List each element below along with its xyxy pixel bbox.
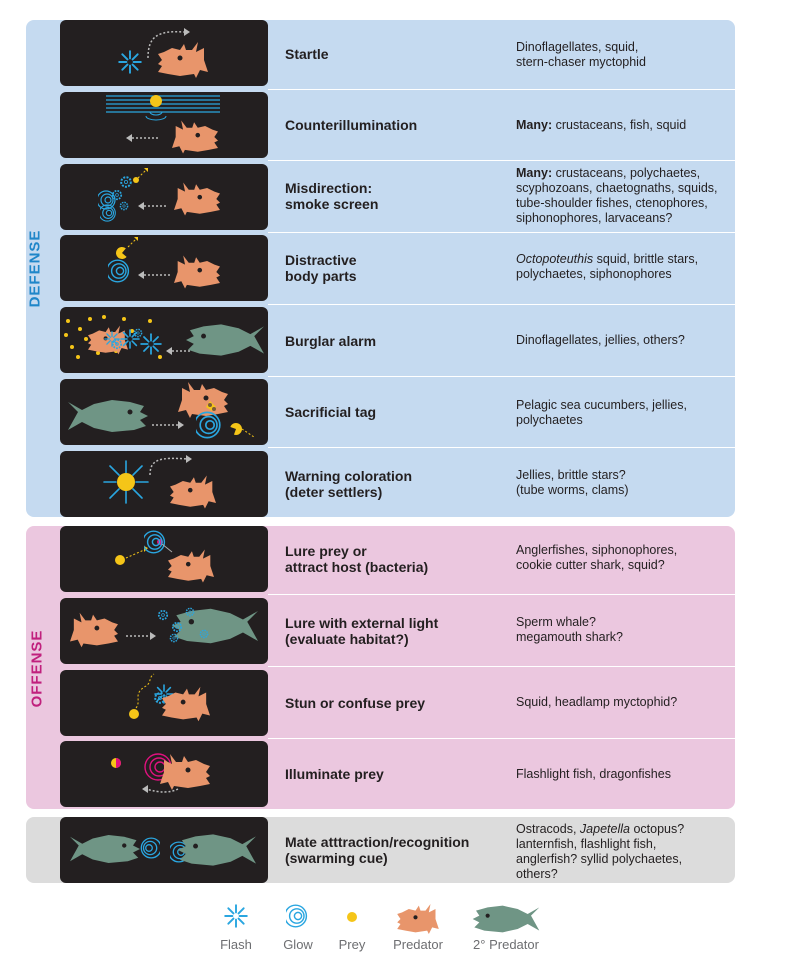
second-predator-icon xyxy=(471,904,541,934)
offense-label: OFFENSE xyxy=(28,629,46,708)
legend-glow: Glow xyxy=(276,904,320,952)
row-desc: Many: crustaceans, polychaetes, scyphozoans, chaetognaths, squids, tube-shoulder fishes, ctenophores, siphonophores, larvaceans? xyxy=(516,166,718,225)
legend-second-predator: 2° Predator xyxy=(470,904,542,952)
row-desc: Dinoflagellates, jellies, others? xyxy=(516,333,685,347)
row-desc: Dinoflagellates, squid, stern-chaser myctophid xyxy=(516,40,646,69)
row-title: Misdirection: smoke screen xyxy=(285,180,379,212)
row-desc: Jellies, brittle stars? (tube worms, clams) xyxy=(516,468,629,497)
misdirection-panel xyxy=(60,164,268,230)
row-desc: Flashlight fish, dragonfishes xyxy=(516,767,671,781)
defense-label: DEFENSE xyxy=(26,229,44,308)
row-title: Startle xyxy=(285,46,329,62)
row-desc: Ostracods, Japetella octopus? lanternfish, flashlight fish, anglerfish? syllid polychaetes, others? xyxy=(516,822,685,881)
row-desc: Octopoteuthis squid, brittle stars, polychaetes, siphonophores xyxy=(516,252,699,281)
row-desc: Sperm whale? megamouth shark? xyxy=(516,615,624,644)
sacrificial-tag-panel xyxy=(60,379,268,445)
flash-icon xyxy=(224,904,248,928)
row-title: Distractive body parts xyxy=(285,252,357,284)
prey-icon xyxy=(340,904,364,928)
legend-predator: Predator xyxy=(388,904,448,952)
counterillumination-panel xyxy=(60,92,268,158)
row-desc: Pelagic sea cucumbers, jellies, polychaetes xyxy=(516,398,687,427)
row-title: Illuminate prey xyxy=(285,766,384,782)
stun-prey-panel xyxy=(60,670,268,736)
row-title: Warning coloration (deter settlers) xyxy=(285,468,413,500)
predator-icon xyxy=(395,904,441,934)
row-title: Lure prey or attract host (bacteria) xyxy=(285,543,429,575)
row-title: Burglar alarm xyxy=(285,333,377,349)
row-desc: Many: crustaceans, fish, squid xyxy=(516,118,687,132)
legend-flash: Flash xyxy=(214,904,258,952)
row-title: Lure with external light (evaluate habitat?) xyxy=(285,615,439,647)
row-title: Mate atttraction/recognition (swarming cue) xyxy=(285,834,470,866)
legend-prey: Prey xyxy=(330,904,374,952)
illuminate-prey-panel xyxy=(60,741,268,807)
warning-coloration-panel xyxy=(60,451,268,517)
burglar-alarm-panel xyxy=(60,307,268,373)
row-desc: Squid, headlamp myctophid? xyxy=(516,695,678,709)
row-title: Stun or confuse prey xyxy=(285,695,426,711)
mate-attraction-panel xyxy=(60,817,268,883)
row-title: Counterillumination xyxy=(285,117,418,133)
lure-external-light-panel xyxy=(60,598,268,664)
distractive-panel xyxy=(60,235,268,301)
row-desc: Anglerfishes, siphonophores, cookie cutter shark, squid? xyxy=(516,543,678,572)
row-title: Sacrificial tag xyxy=(285,404,377,420)
glow-icon xyxy=(286,904,310,928)
startle-panel xyxy=(60,20,268,86)
lure-prey-panel xyxy=(60,526,268,592)
